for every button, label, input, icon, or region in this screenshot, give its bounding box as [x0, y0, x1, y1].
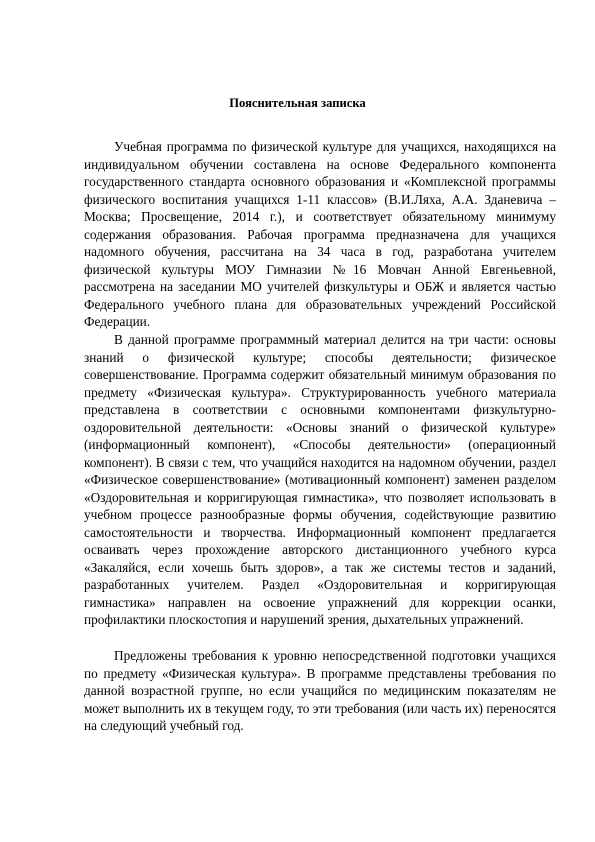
paragraph-structure: В данной программе программный материал делится на три части: основы знаний о физической культуре; способы деятельности; физическое совершенствование. Программа содержит обязательный минимум образования по предмету «Физическая культура». Структурированность учебного материала представлена в соответствии с основными компонентами физкультурно-оздоровительной деятельности: «Основы знаний о физической культуре» (информационный компонент), «Способы деятельности» (операционный компонент). В связи с тем, что учащийся находится на надомном обучении, раздел «Физическое совершенствование» (мотивационный компонент) заменен разделом «Оздоровительная и корригирующая гимнастика», что позволяет использовать в учебном процессе разнообразные формы обучения, содействующие развитию самостоятельности и творчества. Информационный компонент предлагается осваивать через прохождение авторского дистанционного учебного курса «Закаляйся, если хочешь быть здоров», а так же системы тестов и заданий, разработанных учителем. Раздел «Оздоровительная и корригирующая гимнастика» направлен на освоение упражнений для коррекции осанки, профилактики плоскостопия и нарушений зрения, дыхательных упражнений.	[84, 332, 556, 627]
document-title: Пояснительная записка	[229, 96, 366, 110]
paragraph-requirements: Предложены требования к уровню непосредственной подготовки учащихся по предмету «Физическая культура». В программе представлены требования по данной возрастной группе, но если учащийся по медицинским показателям не может выполнить их в текущем году, то эти требования (или часть их) переносятся на следующий учебный год.	[84, 648, 556, 733]
paragraph-purpose: Учебная программа по физической культуре для учащихся, находящихся на индивидуальном обучении составлена на основе Федерального компонента государственного стандарта основного образования и «Комплексной программы физического воспитания учащихся 1-11 классов» (В.И.Ляха, А.А. Зданевича – Москва; Просвещение, 2014 г.), и соответствует обязательному минимуму содержания образования. Рабочая программа предназначена для учащихся надомного обучения, рассчитана на 34 часа в год, разработана учителем физической культуры МОУ Гимназии №16 Мовчан Анной Евгеньевной, рассмотрена на заседании МО учителей физкультуры и ОБЖ и является частью Федерального учебного плана для образовательных учреждений Российской Федерации.	[84, 139, 556, 329]
